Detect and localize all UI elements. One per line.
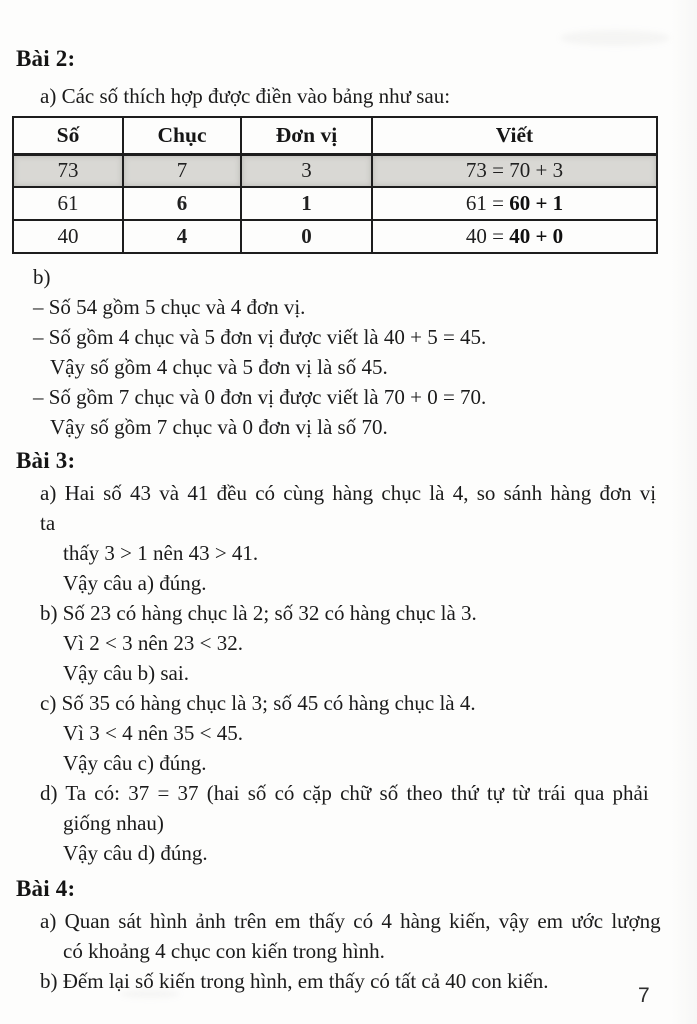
column-header-donvi: Đơn vị xyxy=(241,117,372,154)
cell-chuc: 7 xyxy=(123,154,241,187)
equation-plain: 61 = xyxy=(465,191,510,215)
cell-so: 40 xyxy=(13,220,123,253)
place-value-table xyxy=(12,116,658,254)
solution-line: Vậy câu c) đúng. xyxy=(63,751,207,775)
table-row xyxy=(13,187,657,220)
exercise-2-part-b xyxy=(16,262,661,442)
solution-line: c) Số 35 có hàng chục là 3; số 45 có hàng chục là 4. xyxy=(40,691,476,715)
equation-bold: 60 + 1 xyxy=(509,191,564,215)
cell-so: 61 xyxy=(13,187,123,220)
solution-line: a) Hai số 43 và 41 đều có cùng hàng chục là 4, so sánh hàng đơn vị ta xyxy=(40,481,657,535)
solution-line: Vậy số gồm 4 chục và 5 đơn vị là số 45. xyxy=(50,355,388,379)
solution-line: Vậy câu b) sai. xyxy=(63,661,189,685)
equation-plain: 73 = 70 + 3 xyxy=(465,158,564,183)
solution-line: có khoảng 4 chục con kiến trong hình. xyxy=(63,939,385,963)
part-b-label: b) xyxy=(33,265,51,289)
cell-viet xyxy=(372,154,657,187)
exercise-2-title: Bài 2: xyxy=(16,46,76,71)
column-header-chuc: Chục xyxy=(123,117,241,154)
solution-line: Vì 3 < 4 nên 35 < 45. xyxy=(63,721,244,745)
solution-line: giống nhau) xyxy=(63,811,164,835)
column-header-so: Số xyxy=(13,117,123,154)
exercise-2-section xyxy=(16,46,661,442)
solution-line: – Số 54 gồm 5 chục và 4 đơn vị. xyxy=(33,295,306,319)
cell-chuc: 4 xyxy=(123,220,241,253)
equation-bold: 40 + 0 xyxy=(509,224,564,248)
table-header-row xyxy=(13,117,657,154)
solution-line: Vậy câu a) đúng. xyxy=(63,571,207,595)
cell-so: 73 xyxy=(13,154,123,187)
exercise-3-section xyxy=(16,448,661,868)
cell-chuc: 6 xyxy=(123,187,241,220)
exercise-2-part-a-intro: a) Các số thích hợp được điền vào bảng như sau: xyxy=(40,84,451,108)
solution-line: Vậy số gồm 7 chục và 0 đơn vị là số 70. xyxy=(50,415,388,439)
solution-line: a) Quan sát hình ảnh trên em thấy có 4 hàng kiến, vậy em ước lượng xyxy=(40,909,661,933)
cell-donvi: 3 xyxy=(241,154,372,187)
scan-smudge xyxy=(560,30,670,46)
solution-line: thấy 3 > 1 nên 43 > 41. xyxy=(63,541,259,565)
cell-viet xyxy=(372,187,657,220)
equation-plain: 40 = xyxy=(465,224,510,248)
solution-line: – Số gồm 4 chục và 5 đơn vị được viết là 40 + 5 = 45. xyxy=(33,325,487,349)
table-row xyxy=(13,220,657,253)
page-number: 7 xyxy=(638,984,650,1007)
exercise-4-title: Bài 4: xyxy=(16,876,76,901)
cell-viet xyxy=(372,220,657,253)
exercise-3-title: Bài 3: xyxy=(16,448,76,473)
cell-donvi: 1 xyxy=(241,187,372,220)
solution-line: Vậy câu d) đúng. xyxy=(63,841,208,865)
solution-line: b) Đếm lại số kiến trong hình, em thấy có tất cả 40 con kiến. xyxy=(40,969,549,993)
solution-line: b) Số 23 có hàng chục là 2; số 32 có hàng chục là 3. xyxy=(40,601,477,625)
column-header-viet: Viết xyxy=(372,117,657,154)
exercise-4-section xyxy=(16,876,661,996)
solution-line: d) Ta có: 37 = 37 (hai số có cặp chữ số theo thứ tự từ trái qua phải xyxy=(40,781,649,805)
solution-line: – Số gồm 7 chục và 0 đơn vị được viết là 70 + 0 = 70. xyxy=(33,385,487,409)
cell-donvi: 0 xyxy=(241,220,372,253)
solution-line: Vì 2 < 3 nên 23 < 32. xyxy=(63,631,244,655)
table-row xyxy=(13,154,657,187)
